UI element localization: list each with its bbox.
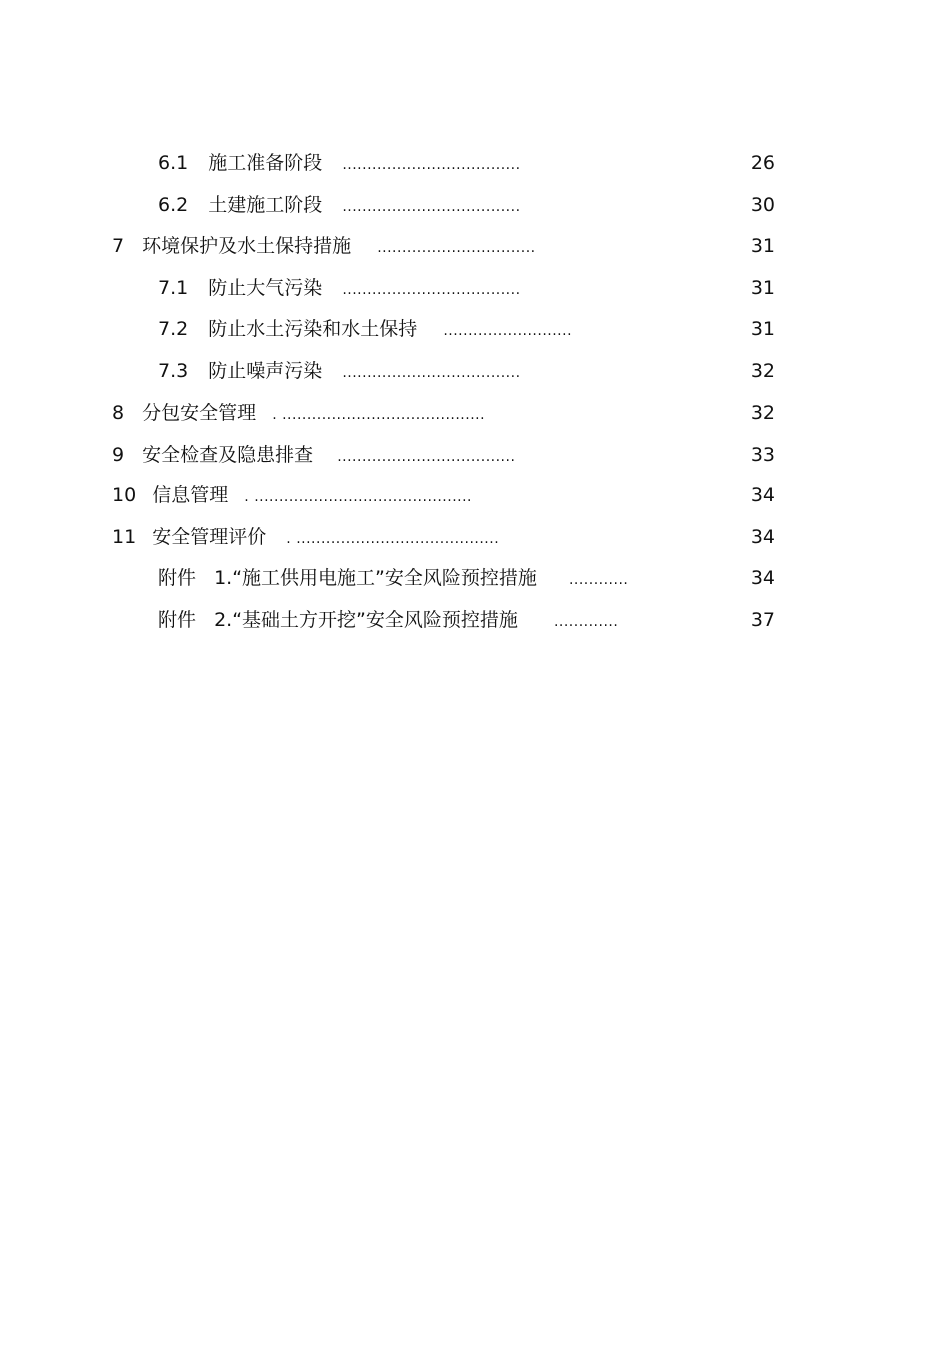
toc-entry-leader: .................................... xyxy=(337,449,516,465)
toc-entry-number: 6.2 xyxy=(158,194,189,216)
toc-entry-leader: .................................... xyxy=(342,199,521,215)
toc-entry-7-2 xyxy=(158,315,572,343)
toc-entry-page-number: 31 xyxy=(750,235,775,257)
toc-entry-number: 7.2 xyxy=(158,318,189,340)
toc-entry-11 xyxy=(112,523,499,551)
toc-entry-appendix-2 xyxy=(158,606,618,634)
toc-entry-number: 7 xyxy=(112,235,125,257)
toc-entry-title: 安全检查及隐患排查 xyxy=(142,444,314,466)
toc-entry-title: 防止水土污染和水土保持 xyxy=(208,318,418,340)
toc-entry-leader: .................................... xyxy=(342,282,521,298)
toc-entry-title: 防止噪声污染 xyxy=(208,360,323,382)
toc-entry-number: 6.1 xyxy=(158,152,189,174)
toc-entry-9 xyxy=(112,441,515,469)
toc-entry-title: 土建施工阶段 xyxy=(208,194,323,216)
toc-entry-title: 分包安全管理 xyxy=(142,402,257,424)
toc-entry-leader: ................................ xyxy=(377,240,536,256)
toc-entry-leader: .................................... xyxy=(342,365,521,381)
toc-entry-page-number: 32 xyxy=(750,360,775,382)
toc-entry-page-number: 30 xyxy=(750,194,775,216)
toc-entry-title: 1.“施工供用电施工”安全风险预控措施 xyxy=(214,567,537,589)
toc-entry-7-3 xyxy=(158,357,521,385)
toc-entry-page-number: 32 xyxy=(750,402,775,424)
toc-entry-page-number: 34 xyxy=(750,567,775,589)
toc-entry-number: 7.3 xyxy=(158,360,189,382)
toc-entry-leader: ............. xyxy=(553,614,619,630)
toc-entry-6-1 xyxy=(158,149,521,177)
toc-entry-8 xyxy=(112,399,485,427)
toc-entry-page-number: 37 xyxy=(750,609,775,631)
toc-entry-number: 10 xyxy=(112,484,137,506)
toc-entry-page-number: 34 xyxy=(750,484,775,506)
toc-entry-number: 8 xyxy=(112,402,125,424)
toc-entry-number: 附件 xyxy=(158,609,197,631)
toc-entry-page-number: 31 xyxy=(750,318,775,340)
toc-entry-7-1 xyxy=(158,274,521,302)
toc-entry-title: 防止大气污染 xyxy=(208,277,323,299)
toc-entry-title: 安全管理评价 xyxy=(152,526,267,548)
toc-entry-page-number: 31 xyxy=(750,277,775,299)
toc-entry-title: 环境保护及水土保持措施 xyxy=(142,235,352,257)
toc-entry-10 xyxy=(112,481,472,509)
toc-entry-title: 2.“基础土方开挖”安全风险预控措施 xyxy=(214,609,518,631)
toc-entry-leader: .......................... xyxy=(443,323,573,339)
toc-entry-6-2 xyxy=(158,191,521,219)
toc-entry-page-number: 26 xyxy=(750,152,775,174)
toc-entry-number: 11 xyxy=(112,526,137,548)
toc-entry-title: 信息管理 xyxy=(152,484,229,506)
toc-entry-title: 施工准备阶段 xyxy=(208,152,323,174)
toc-entry-page-number: 33 xyxy=(750,444,775,466)
toc-entry-leader: . ......................................... xyxy=(272,407,486,423)
toc-entry-leader: . ............................................ xyxy=(244,489,473,505)
toc-entry-leader: .................................... xyxy=(342,157,521,173)
toc-entry-7 xyxy=(112,232,536,260)
toc-entry-appendix-1 xyxy=(158,564,628,592)
toc-entry-number: 7.1 xyxy=(158,277,189,299)
toc-entry-number: 9 xyxy=(112,444,125,466)
toc-entry-leader: ............ xyxy=(568,572,629,588)
toc-entry-number: 附件 xyxy=(158,567,197,589)
toc-entry-leader: . ......................................... xyxy=(286,531,500,547)
toc-entry-page-number: 34 xyxy=(750,526,775,548)
